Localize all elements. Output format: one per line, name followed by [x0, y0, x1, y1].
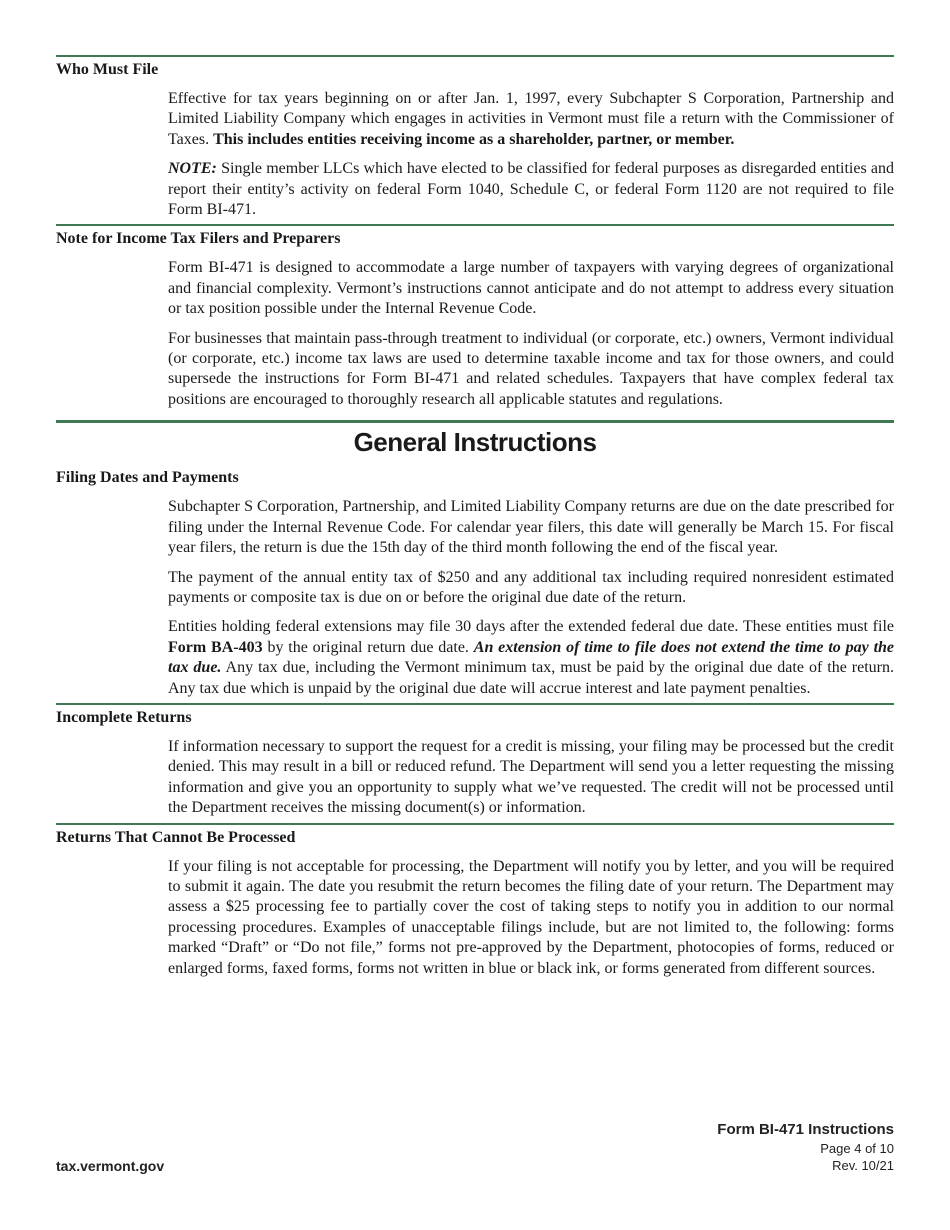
paragraph: If information necessary to support the request for a credit is missing, your filing may be processed but the credit denied. This may result in a bill or reduced refund. The Department will send you a letter requesting the missing information and give you an opportunity to supply what we’ve requested. The credit will not be processed until the Department receives the missing document(s) or information. — [168, 737, 894, 817]
note-label: NOTE: — [168, 160, 217, 178]
footer-revision: Rev. 10/21 — [832, 1158, 894, 1173]
general-instructions-title: General Instructions — [353, 427, 597, 458]
section-heading: Returns That Cannot Be Processed — [56, 828, 296, 846]
paragraph-emphasis: An extension of time to file does not extend the time to pay the tax due. — [168, 638, 895, 677]
paragraph-text: Any tax due, including the Vermont minimum tax, must be paid by the original due date of the return. Any tax due which is unpaid by the original due date will accrue interest and late payment penalties. — [168, 659, 894, 697]
paragraph: The payment of the annual entity tax of $250 and any additional tax including required nonresident estimated payments or composite tax is due on or before the original due date of the return. — [168, 568, 894, 606]
paragraph-text: Entities holding federal extensions may file 30 days after the extended federal due date. These entities must file — [168, 618, 894, 636]
section-heading: Incomplete Returns — [56, 708, 192, 726]
section-note-preparers — [56, 224, 894, 410]
paragraph-text: Single member LLCs which have elected to be classified for federal purposes as disregarded entities and report their entity’s activity on federal Form 1040, Schedule C, or federal Form 1120 are not required to file Form BI-471. — [168, 160, 894, 219]
website-url: tax.vermont.gov — [56, 1158, 165, 1174]
section-body — [168, 857, 894, 979]
paragraph: If your filing is not acceptable for processing, the Department will notify you by letter, and you will be required to submit it again. The date you resubmit the return becomes the filing date of your return. The Department may assess a $25 processing fee to partially cover the cost of taking steps to notify you in addition to our normal processing procedures. Examples of unacceptable filings include, but are not limited to, the following: forms marked “Draft” or “Do not file,” forms not pre-approved by the Department, photocopies of forms, reduced or enlarged forms, faxed forms, forms not written in blue or black ink, or forms generated from different sources. — [168, 857, 894, 977]
paragraph: Subchapter S Corporation, Partnership, and Limited Liability Company returns are due on the date prescribed for filing under the Internal Revenue Code. For calendar year filers, this date will generally be March 15. For fiscal year filers, the return is due the 15th day of the third month following the end of the fiscal year. — [168, 498, 894, 557]
section-body — [168, 258, 894, 410]
page-content — [56, 55, 894, 983]
paragraph — [168, 89, 894, 150]
section-heading: Who Must File — [56, 61, 159, 78]
paragraph-text: Effective for tax years beginning on or after Jan. 1, 1997, every Subchapter S Corporation, Partnership and Limited Liability Company which engages in activities in Vermont must file a return with the Commissioner of Taxes. — [168, 90, 894, 148]
paragraph: For businesses that maintain pass-through treatment to individual (or corporate, etc.) owners, Vermont individual (or corporate, etc.) income tax laws are used to determine taxable income and tax for those owners, and could supersede the instructions for Form BI-471 and related schedules. Taxpayers that have complex federal tax positions are encouraged to thoroughly research all applicable statutes and regulations. — [168, 329, 894, 408]
section-filing-dates — [56, 465, 894, 699]
footer-form-name: Form BI-471 Instructions — [717, 1121, 894, 1138]
section-who-must-file — [56, 55, 894, 220]
section-heading: Note for Income Tax Filers and Preparers — [56, 230, 341, 248]
section-body — [168, 89, 894, 220]
section-body — [168, 737, 894, 819]
title-divider — [56, 420, 894, 423]
footer-form-info — [717, 1120, 894, 1174]
section-cannot-process — [56, 823, 894, 979]
paragraph: Form BI-471 is designed to accommodate a large number of taxpayers with varying degrees of organizational and financial complexity. Vermont’s instructions cannot anticipate and do not attempt to address every situation or tax position possible under the Internal Revenue Code. — [168, 259, 894, 318]
section-body — [168, 497, 894, 699]
footer-page-number: Page 4 of 10 — [820, 1141, 894, 1156]
paragraph-emphasis: This includes entities receiving income as a shareholder, partner, or member. — [213, 130, 735, 148]
paragraph — [168, 617, 894, 699]
paragraph-text: by the original return due date. — [262, 638, 474, 656]
paragraph — [168, 159, 894, 220]
form-reference: Form BA-403 — [168, 638, 263, 656]
section-incomplete-returns — [56, 703, 894, 819]
section-heading: Filing Dates and Payments — [56, 469, 239, 487]
